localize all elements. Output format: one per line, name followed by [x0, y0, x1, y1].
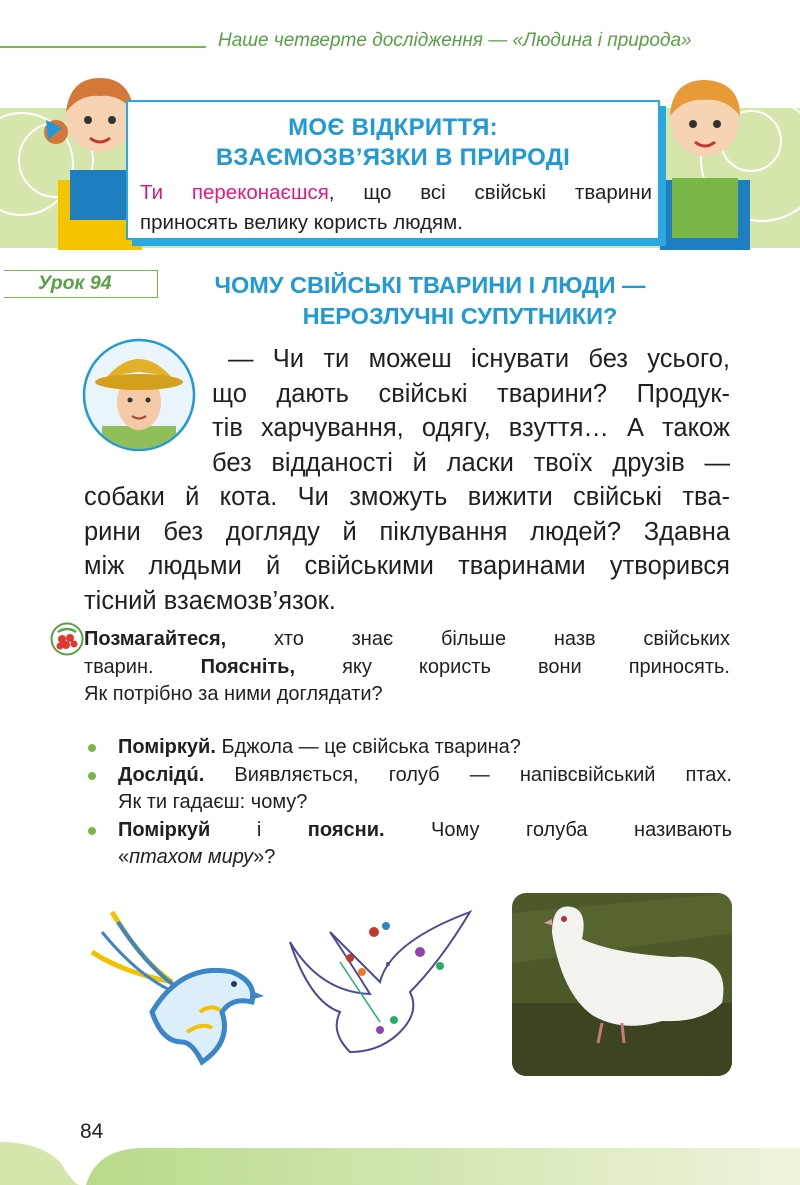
- bullet-dot: [88, 744, 96, 752]
- task-text-1: хто знає більше назв свійських: [226, 628, 730, 650]
- intro-line: що дають свійські тварини? Продук-: [212, 379, 730, 408]
- lesson-title-line1: ЧОМУ СВІЙСЬКІ ТВАРИНИ І ЛЮДИ —: [214, 272, 646, 298]
- intro-line: рини без догляду й піклування людей? Здавна: [84, 517, 730, 546]
- picasso-dove-image: [270, 902, 500, 1070]
- white-pigeon-photo: [512, 893, 732, 1076]
- running-title: Наше четверте дослідження — «Людина і природа»: [218, 30, 692, 51]
- page-number: 84: [80, 1120, 104, 1143]
- bullet-dot: [88, 827, 96, 835]
- bullet-italic: птахом миру: [129, 846, 254, 868]
- bullet-bold: Поміркуй: [118, 818, 211, 841]
- task-paragraph: [84, 626, 730, 709]
- task-bold-2: Поясніть,: [200, 655, 296, 678]
- bullet-text: Чому голуба називають: [384, 818, 732, 841]
- task-bold-1: Позмагайтеся,: [84, 628, 227, 650]
- header-rule: [0, 46, 206, 48]
- discovery-body-line2: приносять велику користь людям.: [140, 211, 463, 234]
- bullet-text-cont: Як ти гадаєш: чому?: [118, 791, 308, 813]
- lesson-title: [160, 270, 700, 332]
- task-line-3: Як потрібно за ними доглядати?: [84, 683, 383, 705]
- discovery-highlight: Ти переконаєшся: [140, 181, 329, 204]
- lesson-label: Урок 94: [38, 272, 112, 294]
- bullet-bold: Поміркуй.: [118, 736, 216, 758]
- bullet-text: Бджола — це свійська тварина?: [215, 736, 521, 758]
- intro-line: тісний взаємозв’язок.: [84, 586, 336, 615]
- quote-open: «: [118, 846, 130, 868]
- intro-line: собаки й кота. Чи зможуть вижити свійські тва-: [84, 483, 730, 511]
- task-line-2: [84, 654, 730, 682]
- bullet-text: Виявляється, голуб — напівсвійський птах.: [204, 763, 732, 786]
- question-list: [86, 734, 732, 872]
- woman-portrait: [82, 338, 196, 452]
- bullet-bold: Дослідú.: [118, 763, 205, 786]
- task-text-2b: яку користь вони приносять.: [295, 655, 730, 678]
- list-item: [86, 817, 732, 872]
- intro-paragraph-indented: [212, 342, 730, 480]
- bullet-mid: і: [210, 818, 308, 841]
- task-line-1: [84, 626, 730, 654]
- discovery-box: [126, 100, 660, 240]
- discovery-title-line1: МОЄ ВІДКРИТТЯ:: [288, 114, 498, 141]
- bullet-bold-2: поясни.: [307, 818, 385, 841]
- task-text-2a: тварин.: [84, 655, 201, 678]
- discovery-body: [140, 178, 652, 238]
- intro-line: без відданості й ласки твоїх друзів —: [212, 448, 730, 477]
- rowan-berries-icon: [50, 622, 84, 656]
- embroidered-dove-image: [82, 892, 272, 1082]
- lesson-title-line2: НЕРОЗЛУЧНІ СУПУТНИКИ?: [302, 303, 618, 329]
- discovery-title-line2: ВЗАЄМОЗВ’ЯЗКИ В ПРИРОДІ: [215, 144, 571, 171]
- list-item: [86, 734, 732, 762]
- footer-band: [0, 1142, 800, 1185]
- bullet-dot: [88, 772, 96, 780]
- quote-close: »?: [253, 846, 276, 868]
- intro-line: тів харчування, одягу, взуття… А також: [212, 414, 730, 442]
- intro-line: — Чи ти можеш існувати без усього,: [228, 345, 730, 373]
- discovery-body-line1: , що всі свійські тварини: [328, 181, 653, 204]
- boy-illustration: [650, 60, 760, 250]
- list-item: [86, 762, 732, 817]
- intro-line: між людьми й свійськими тваринами утворився: [84, 552, 730, 580]
- intro-paragraph-full: [84, 480, 730, 618]
